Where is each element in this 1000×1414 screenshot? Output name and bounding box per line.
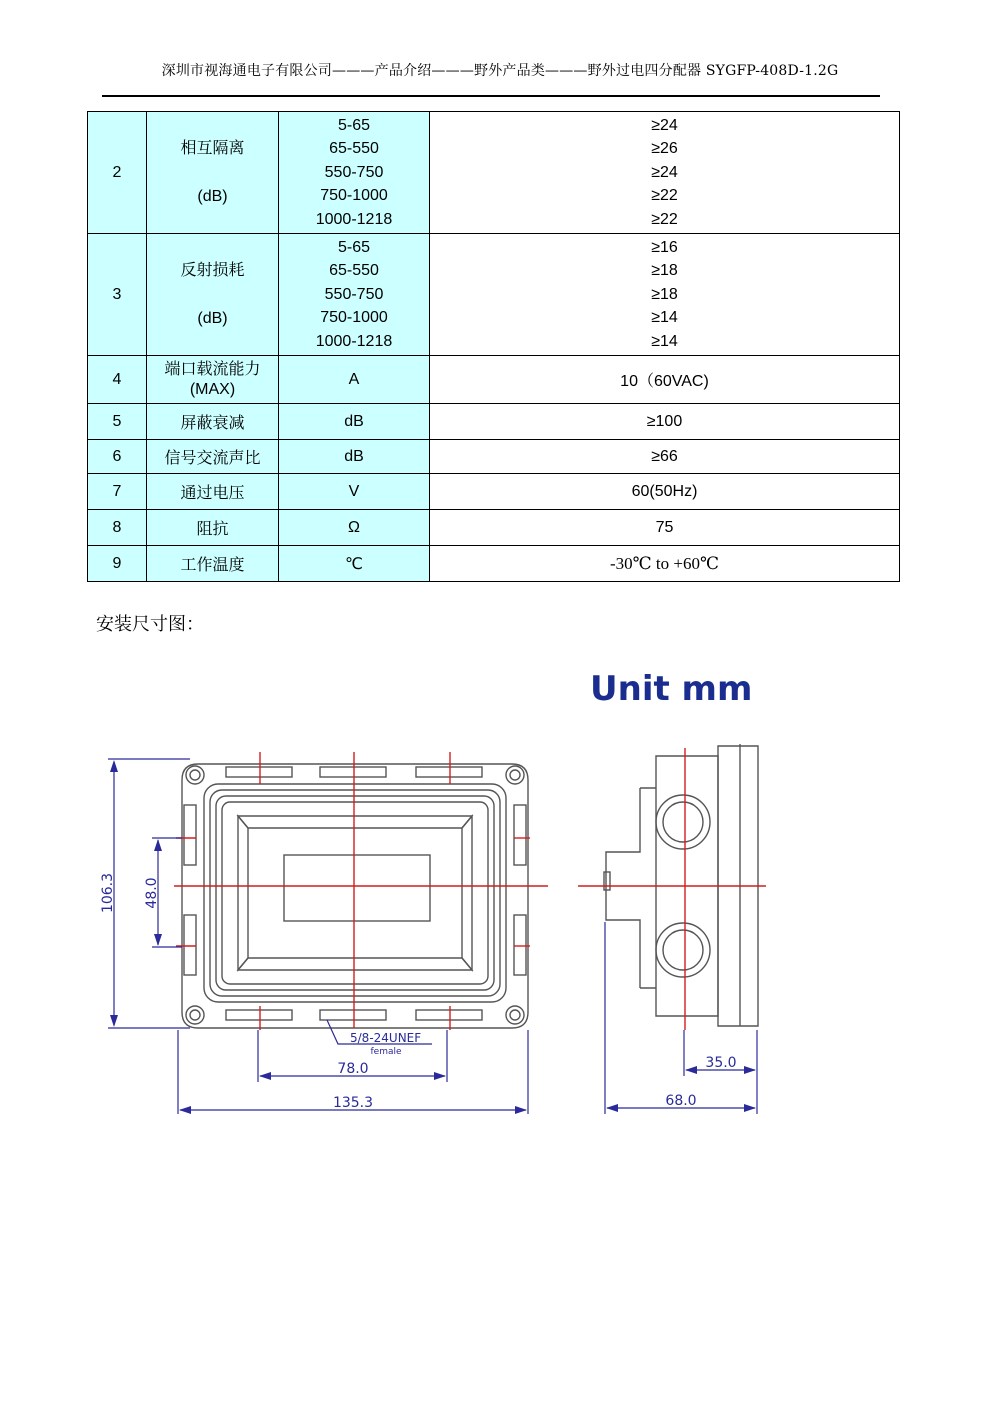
param-name: 信号交流声比 <box>147 440 279 474</box>
param-name: 工作温度 <box>147 546 279 582</box>
section-title: 安装尺寸图： <box>96 614 204 635</box>
table-row <box>88 546 900 582</box>
page-header: 深圳市视海通电子有限公司———产品介绍———野外产品类———野外过电四分配器 SYGFP-408D-1.2G <box>161 63 839 79</box>
param-name: 阻抗 <box>147 510 279 546</box>
table-row <box>88 510 900 546</box>
param-name-line2: (dB) <box>197 309 228 327</box>
freq-band: 550-750 <box>324 285 384 303</box>
freq-band: 5-65 <box>337 238 371 256</box>
dim-inner: 48.0 <box>144 877 160 909</box>
param-name: 通过电压 <box>147 474 279 510</box>
row-number: 2 <box>88 112 147 234</box>
param-name <box>147 356 279 404</box>
unit-label: Unit mm <box>590 669 753 709</box>
front-view <box>182 764 528 1028</box>
row-number: 3 <box>88 234 147 356</box>
freq-band: 65-550 <box>329 262 379 280</box>
freq-band: 550-750 <box>324 163 384 181</box>
side-view <box>604 744 758 1026</box>
unit-cell: ℃ <box>279 546 430 582</box>
table-row <box>88 440 900 474</box>
param-name-line1: 反射损耗 <box>180 261 245 279</box>
dim-thread: 5/8-24UNEF <box>350 1031 422 1045</box>
spec-value: 75 <box>430 510 900 546</box>
spec-value: ≥22 <box>651 187 678 205</box>
param-name: 屏蔽衰减 <box>147 404 279 440</box>
table-row <box>88 404 900 440</box>
unit-cell: dB <box>279 404 430 440</box>
spec-value: ≥24 <box>651 163 678 181</box>
row-number: 7 <box>88 474 147 510</box>
row-number: 4 <box>88 356 147 404</box>
spec-value: ≥100 <box>430 404 900 440</box>
freq-band: 5-65 <box>337 116 371 134</box>
row-number: 8 <box>88 510 147 546</box>
param-name-line1: 端口载流能力 <box>164 360 261 378</box>
param-name-line2: (dB) <box>197 187 228 205</box>
table-row <box>88 234 900 356</box>
dim-depth: 68.0 <box>665 1093 697 1109</box>
table-row <box>88 112 900 234</box>
freq-band: 1000-1218 <box>315 210 393 228</box>
value-list <box>430 234 900 356</box>
row-number: 6 <box>88 440 147 474</box>
dim-height: 106.3 <box>100 872 116 914</box>
table-row <box>88 474 900 510</box>
spec-value: ≥18 <box>651 285 678 303</box>
dim-pitch: 78.0 <box>337 1061 369 1077</box>
param-name <box>147 234 279 356</box>
dim-thread-sub: female <box>370 1047 402 1057</box>
value-list <box>430 112 900 234</box>
param-name-line2: (MAX) <box>189 380 236 398</box>
param-name-line1: 相互隔离 <box>180 139 245 157</box>
table-row <box>88 356 900 404</box>
dim-side-offset: 35.0 <box>705 1055 737 1071</box>
param-name <box>147 112 279 234</box>
spec-value: 10（60VAC) <box>430 356 900 404</box>
dimension-drawing <box>0 640 1000 1140</box>
freq-band: 750-1000 <box>320 187 388 205</box>
freq-band: 750-1000 <box>320 309 388 327</box>
freq-list <box>279 234 430 356</box>
spec-value: ≥16 <box>651 238 678 256</box>
spec-value: -30℃ to +60℃ <box>430 546 900 582</box>
spec-value: ≥24 <box>651 116 678 134</box>
unit-cell: dB <box>279 440 430 474</box>
dim-width: 135.3 <box>332 1095 374 1111</box>
row-number: 5 <box>88 404 147 440</box>
row-number: 9 <box>88 546 147 582</box>
header-rule <box>102 95 880 97</box>
spec-value: ≥18 <box>651 262 678 280</box>
freq-list <box>279 112 430 234</box>
spec-value: ≥22 <box>651 210 678 228</box>
spec-value: ≥66 <box>430 440 900 474</box>
freq-band: 65-550 <box>329 140 379 158</box>
freq-band: 1000-1218 <box>315 332 393 350</box>
spec-value: ≥14 <box>651 332 678 350</box>
unit-cell: Ω <box>279 510 430 546</box>
unit-cell: V <box>279 474 430 510</box>
spec-table <box>87 111 900 582</box>
spec-value: ≥26 <box>651 140 678 158</box>
spec-value: 60(50Hz) <box>430 474 900 510</box>
spec-value: ≥14 <box>651 309 678 327</box>
unit-cell: A <box>279 356 430 404</box>
